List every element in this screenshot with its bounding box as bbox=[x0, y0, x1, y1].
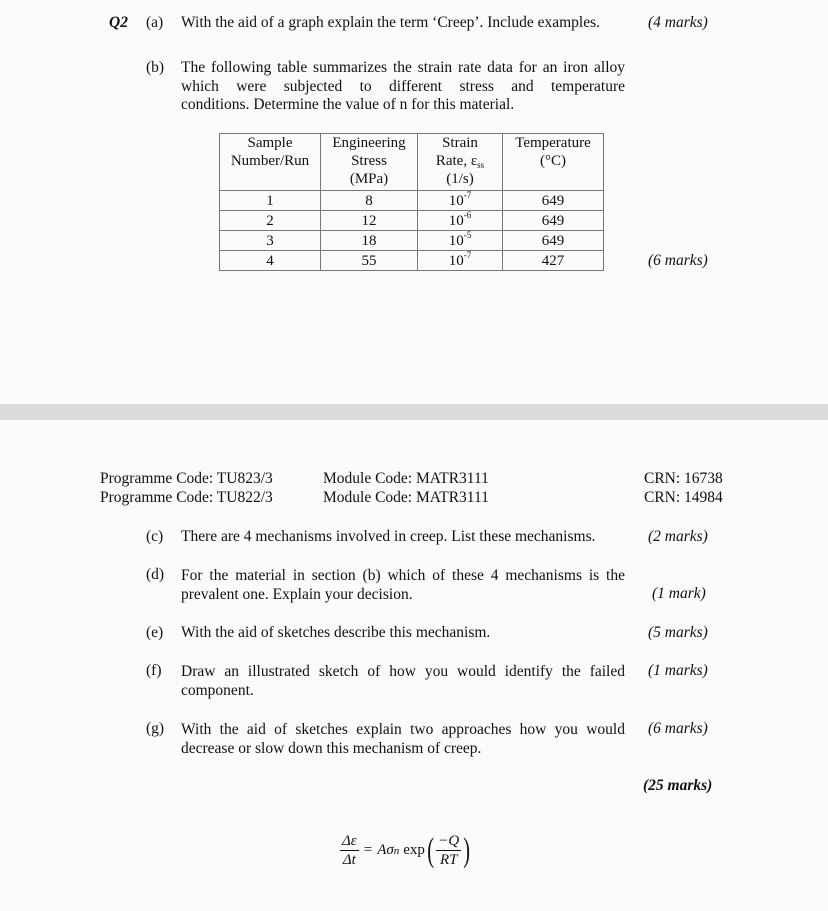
header-strain-rate: Strain Rate, $\varepsilon_{ss}$ (1/s) bbox=[418, 134, 503, 191]
part-b-marks: (6 marks) bbox=[648, 252, 708, 269]
part-d-label: (d) bbox=[146, 566, 165, 583]
formula-arg: $\frac{-Q}{RT}$ bbox=[438, 833, 460, 868]
part-a-marks: (4 marks) bbox=[648, 14, 708, 31]
part-g-marks: (6 marks) bbox=[648, 720, 708, 737]
part-a-label: (a) bbox=[146, 14, 164, 31]
part-c-marks: (2 marks) bbox=[648, 528, 708, 545]
table-row: 4 55 $10^{-7}$ 427 bbox=[220, 251, 604, 271]
part-g-label: (g) bbox=[146, 720, 165, 737]
header-sample: Sample Number/Run bbox=[220, 134, 321, 191]
formula-paren-left: ( bbox=[427, 831, 434, 869]
part-f-marks: (1 marks) bbox=[648, 662, 708, 679]
formula-lhs: $\frac{\Delta\varepsilon}{\Delta t}$ bbox=[342, 833, 357, 868]
table-row: 2 12 $10^{-6}$ 649 bbox=[220, 211, 604, 231]
part-b-line: conditions. Determine the value of n for this material. bbox=[181, 96, 515, 113]
part-b-label: (b) bbox=[146, 59, 165, 76]
formula-equals: = bbox=[363, 842, 373, 858]
formula-paren-right: ) bbox=[463, 831, 471, 869]
part-b-line: The following table summarizes the strain rate data for an iron alloy bbox=[181, 59, 625, 76]
module-code-1: Module Code: MATR3111 bbox=[323, 470, 489, 487]
crn-2: CRN: 14984 bbox=[644, 489, 723, 506]
part-e-label: (e) bbox=[146, 624, 164, 641]
programme-code-2: Programme Code: TU822/3 bbox=[100, 489, 273, 506]
part-a-text: With the aid of a graph explain the term ‘Creep’. Include examples. bbox=[181, 14, 601, 31]
part-d-marks: (1 mark) bbox=[652, 585, 706, 602]
header-stress: Engineering Stress (MPa) bbox=[321, 134, 418, 191]
table-header-row bbox=[220, 134, 604, 191]
strain-rate-table bbox=[219, 133, 604, 271]
part-b-text bbox=[181, 59, 625, 115]
part-f-label: (f) bbox=[146, 662, 162, 679]
creep-rate-formula: $\frac{\Delta\varepsilon}{\Delta t}$ = Aσ n exp ( $\frac{-Q}{RT}$ ) bbox=[342, 831, 471, 869]
programme-code-1: Programme Code: TU823/3 bbox=[100, 470, 273, 487]
part-c-text: There are 4 mechanisms involved in creep. List these mechanisms. bbox=[181, 528, 596, 545]
crn-1: CRN: 16738 bbox=[644, 470, 723, 487]
formula-coef: Aσ bbox=[377, 842, 394, 858]
part-d-text: For the material in section (b) which of these 4 mechanisms is the prevalent one. Explain your decision. bbox=[181, 567, 625, 603]
total-marks: (25 marks) bbox=[643, 777, 713, 794]
page-separator bbox=[0, 404, 828, 420]
part-b-line: which were subjected to different stress and temperature bbox=[181, 77, 625, 95]
part-e-marks: (5 marks) bbox=[648, 624, 708, 641]
part-c-label: (c) bbox=[146, 528, 164, 545]
part-g-text: With the aid of sketches explain two approaches how you would decrease or slow down this mechanism of creep. bbox=[181, 721, 625, 757]
question-number: Q2 bbox=[109, 14, 128, 31]
module-code-2: Module Code: MATR3111 bbox=[323, 489, 489, 506]
part-f-text: Draw an illustrated sketch of how you would identify the failed component. bbox=[181, 663, 625, 699]
header-temperature: Temperature (°C) bbox=[503, 134, 604, 191]
table-row: 3 18 $10^{-5}$ 649 bbox=[220, 231, 604, 251]
part-e-text: With the aid of sketches describe this mechanism. bbox=[181, 624, 491, 641]
table-row: 1 8 $10^{-7}$ 649 bbox=[220, 191, 604, 211]
formula-func: exp bbox=[403, 842, 425, 858]
